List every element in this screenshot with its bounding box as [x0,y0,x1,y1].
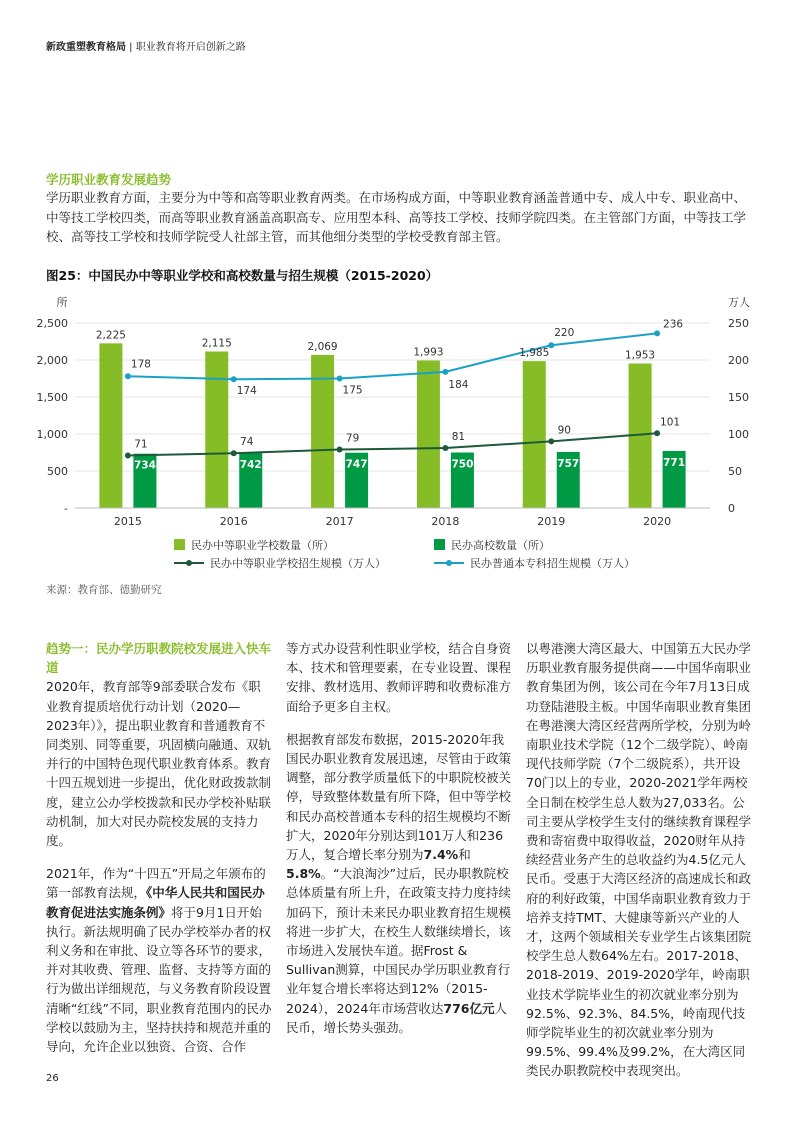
line-point [442,445,448,451]
column-3 [526,639,752,1095]
legend-swatch-secondary-schools [174,539,185,550]
right-tick-label: 200 [728,354,749,367]
bar-value-label: 2,069 [307,340,338,353]
left-tick-label: 1,500 [36,391,68,404]
line-point [125,373,131,379]
legend-marker [446,560,452,566]
line-point [442,369,448,375]
legend-marker [186,560,192,566]
section-title: 学历职业教育发展趋势 [46,172,172,187]
line-value-label: 79 [345,432,360,445]
right-tick-label: 50 [728,465,742,478]
line-value-label: 71 [134,438,148,451]
chart [36,286,760,578]
c2-market-revenue: 776亿元 [443,1000,495,1016]
page-header [46,38,246,53]
line-value-label: 74 [240,436,254,449]
line-point [125,452,131,458]
bar-value-label: 1,993 [413,346,444,359]
line-point [337,447,343,453]
bar-value-label: 742 [239,459,262,472]
bar-secondary-vocational [417,361,440,508]
bar-secondary-vocational [205,351,228,508]
legend-swatch-private-colleges [434,539,445,550]
header-separator: | [126,42,136,53]
line-value-label: 236 [663,318,684,331]
line-value-label: 178 [130,358,151,371]
trend-heading: 趋势一：民办学历职教院校发展进入快车道 [46,641,272,676]
column-2 [286,639,512,1051]
bar-value-label: 771 [663,456,686,469]
bar-value-label: 2,225 [95,329,126,342]
bar-secondary-vocational [99,343,122,508]
figure-title: 图25：中国民办中等职业学校和高校数量与招生规模（2015-2020） [46,268,439,283]
line-value-label: 174 [236,385,257,398]
legend-label: 民办中等职业学校数量（所） [191,539,334,552]
line-point [231,376,237,382]
bar-value-label: 1,953 [625,349,656,362]
line-value-label: 81 [451,431,466,444]
line-point [231,450,237,456]
header-subtitle: 职业教育将开启创新之路 [135,42,246,53]
line-point [548,438,554,444]
line-point [654,430,660,436]
line-point [337,376,343,382]
line-value-label: 184 [448,378,469,391]
line-value-label: 220 [554,327,575,340]
c1-p2-a: 2021年，作为“十四五”开局之年颁布的第一部教育法规， [46,866,266,901]
c1-paragraph-1: 2020年，教育部等9部委联合发布《职业教育提质培优行动计划（2020—2023年）》，提出职业教育和普通教育不同类别、同等重要，巩固横向融通、双轨并行的中国特色现代职业教育体系。教育十四五规划进一步提出，优化财政拨款制度，建立公办学校拨款和民办学校补贴联动机制，加大对民办院校发展的支持力度。 [46,679,272,849]
bar-secondary-vocational [523,361,546,508]
c2-cagr-1: 7.4% [423,847,459,863]
left-tick-label: 1,000 [36,428,68,441]
x-tick-label: 2016 [219,515,248,528]
c2-cagr-2: 5.8% [286,866,321,882]
bar-value-label: 734 [133,459,156,472]
bar-value-label: 1,985 [519,347,550,360]
bar-value-label: 750 [451,458,474,471]
line-value-label: 101 [660,416,681,429]
x-tick-label: 2015 [113,515,142,528]
c2-p2-c: 和 [458,847,471,863]
right-tick-label: 100 [728,428,749,441]
c2-paragraph-1: 等方式办设营利性职业学校，结合自身资本、技术和管理要素，在专业设置、课程安排、教材选用、教师评聘和收费标准方面给予更多自主权。 [286,641,512,714]
right-tick-label: 0 [728,502,735,515]
line-point [654,330,660,336]
left-axis-unit: 所 [56,296,68,309]
c3-paragraph-1: 以粤港澳大湾区最大、中国第五大民办学历职业教育服务提供商——中国华南职业教育集团为例，该公司在今年7月13日成功登陆港股主板。中国华南职业教育集团在粤港澳大湾区经营两所学校，分别为岭南职业技术学院（12个二级学院）、岭南现代技师学院（7个二级院系），共开设70门以上的专业，2020-2021学年两校全日制在校学生总人数为27,033名。公司主要从学校学生支付的继续教育课程学费和寄宿费中取得收益，2020财年从持续经营业务产生的总收益约为4.5亿元人民币。受惠于大湾区经济的高速成长和政府的利好政策，中国华南职业教育致力于培养支持TMT、大健康等新兴产业的人才，这两个领域相关专业学生占该集团院校学生总人数64%左右。2017-2018、2018-2019、2019-2020学年，岭南职业技术学院毕业生的初次就业率分别为92.5%、92.3%、84.5%，岭南现代技师学院毕业生的初次就业率分别为99.5%、99.4%及99.2%，在大湾区同类民办职教院校中表现突出。 [526,641,752,1079]
c1-p2-c: 将于9月1日开始执行。新法规明确了民办学校举办者的权利义务和在审批、设立等各环节的要求，并对其收费、管理、监督、支持等方面的行为做出详细规范，与义务教育阶段设置清晰“红线”不同，职业教育范围内的民办学校以鼓励为主，坚持扶持和规范并重的导向，允许企业以独资、合资、合作 [46,904,272,1055]
legend-label: 民办普通本专科招生规模（万人） [470,557,635,570]
left-tick-label: 2,000 [36,354,68,367]
legend-label: 民办高校数量（所） [451,539,550,552]
x-tick-label: 2019 [537,515,566,528]
line-value-label: 175 [342,384,363,397]
left-tick-label: 500 [47,465,68,478]
left-tick-label: 2,500 [36,317,68,330]
column-1 [46,639,272,1070]
figure-source: 来源：教育部、德勤研究 [46,584,162,596]
page-number: 26 [46,1073,59,1084]
header-title: 新政重塑教育格局 [46,42,126,53]
line-value-label: 90 [557,424,571,437]
x-tick-label: 2020 [643,515,672,528]
x-tick-label: 2018 [431,515,460,528]
c2-p2-e: 。“大浪淘沙”过后，民办职教院校总体质量有所上升，在政策支持力度持续加码下，预计未来民办职业教育招生规模将进一步扩大，在校生人数继续增长，该市场进入发展快车道。据Frost & Sullivan测算，中国民办学历职业教育行业年复合增长率将达到12%（2015-2024），2024年市场营收达 [286,866,512,1016]
right-axis-unit: 万人 [728,296,750,309]
x-tick-label: 2017 [325,515,354,528]
c2-p2-g: 人民币，增长势头强劲。 [286,1000,507,1035]
bar-value-label: 757 [557,457,580,470]
bar-value-label: 2,115 [201,337,232,350]
c1-p2-law-title: 《中华人民共和国民办教育促进法实施条例》 [46,885,265,920]
c2-p2-a: 根据教育部发布数据，2015-2020年我国民办职业教育发展迅速，尽管由于政策调整，部分教学质量低下的中职院校被关停，导致整体数量有所下降，但中等学校和民办高校普通本专科的招生规模均不断扩大，2020年分别达到101万人和236万人，复合增长率分别为 [286,731,512,863]
bar-value-label: 747 [345,458,368,471]
right-tick-label: 150 [728,391,749,404]
legend-label: 民办中等职业学校招生规模（万人） [210,557,386,570]
right-tick-label: 250 [728,317,749,330]
section-intro: 学历职业教育方面，主要分为中等和高等职业教育两类。在市场构成方面，中等职业教育涵盖普通中专、成人中专、职业高中、中等技工学校四类，而高等职业教育涵盖高职高专、应用型本科、高等技工学校、技师学院四类。在主管部门方面，中等技工学校、高等技工学校和技师学院受人社部主管，而其他细分类型的学校受教育部主管。 [46,190,747,244]
left-tick-label: - [64,502,68,515]
